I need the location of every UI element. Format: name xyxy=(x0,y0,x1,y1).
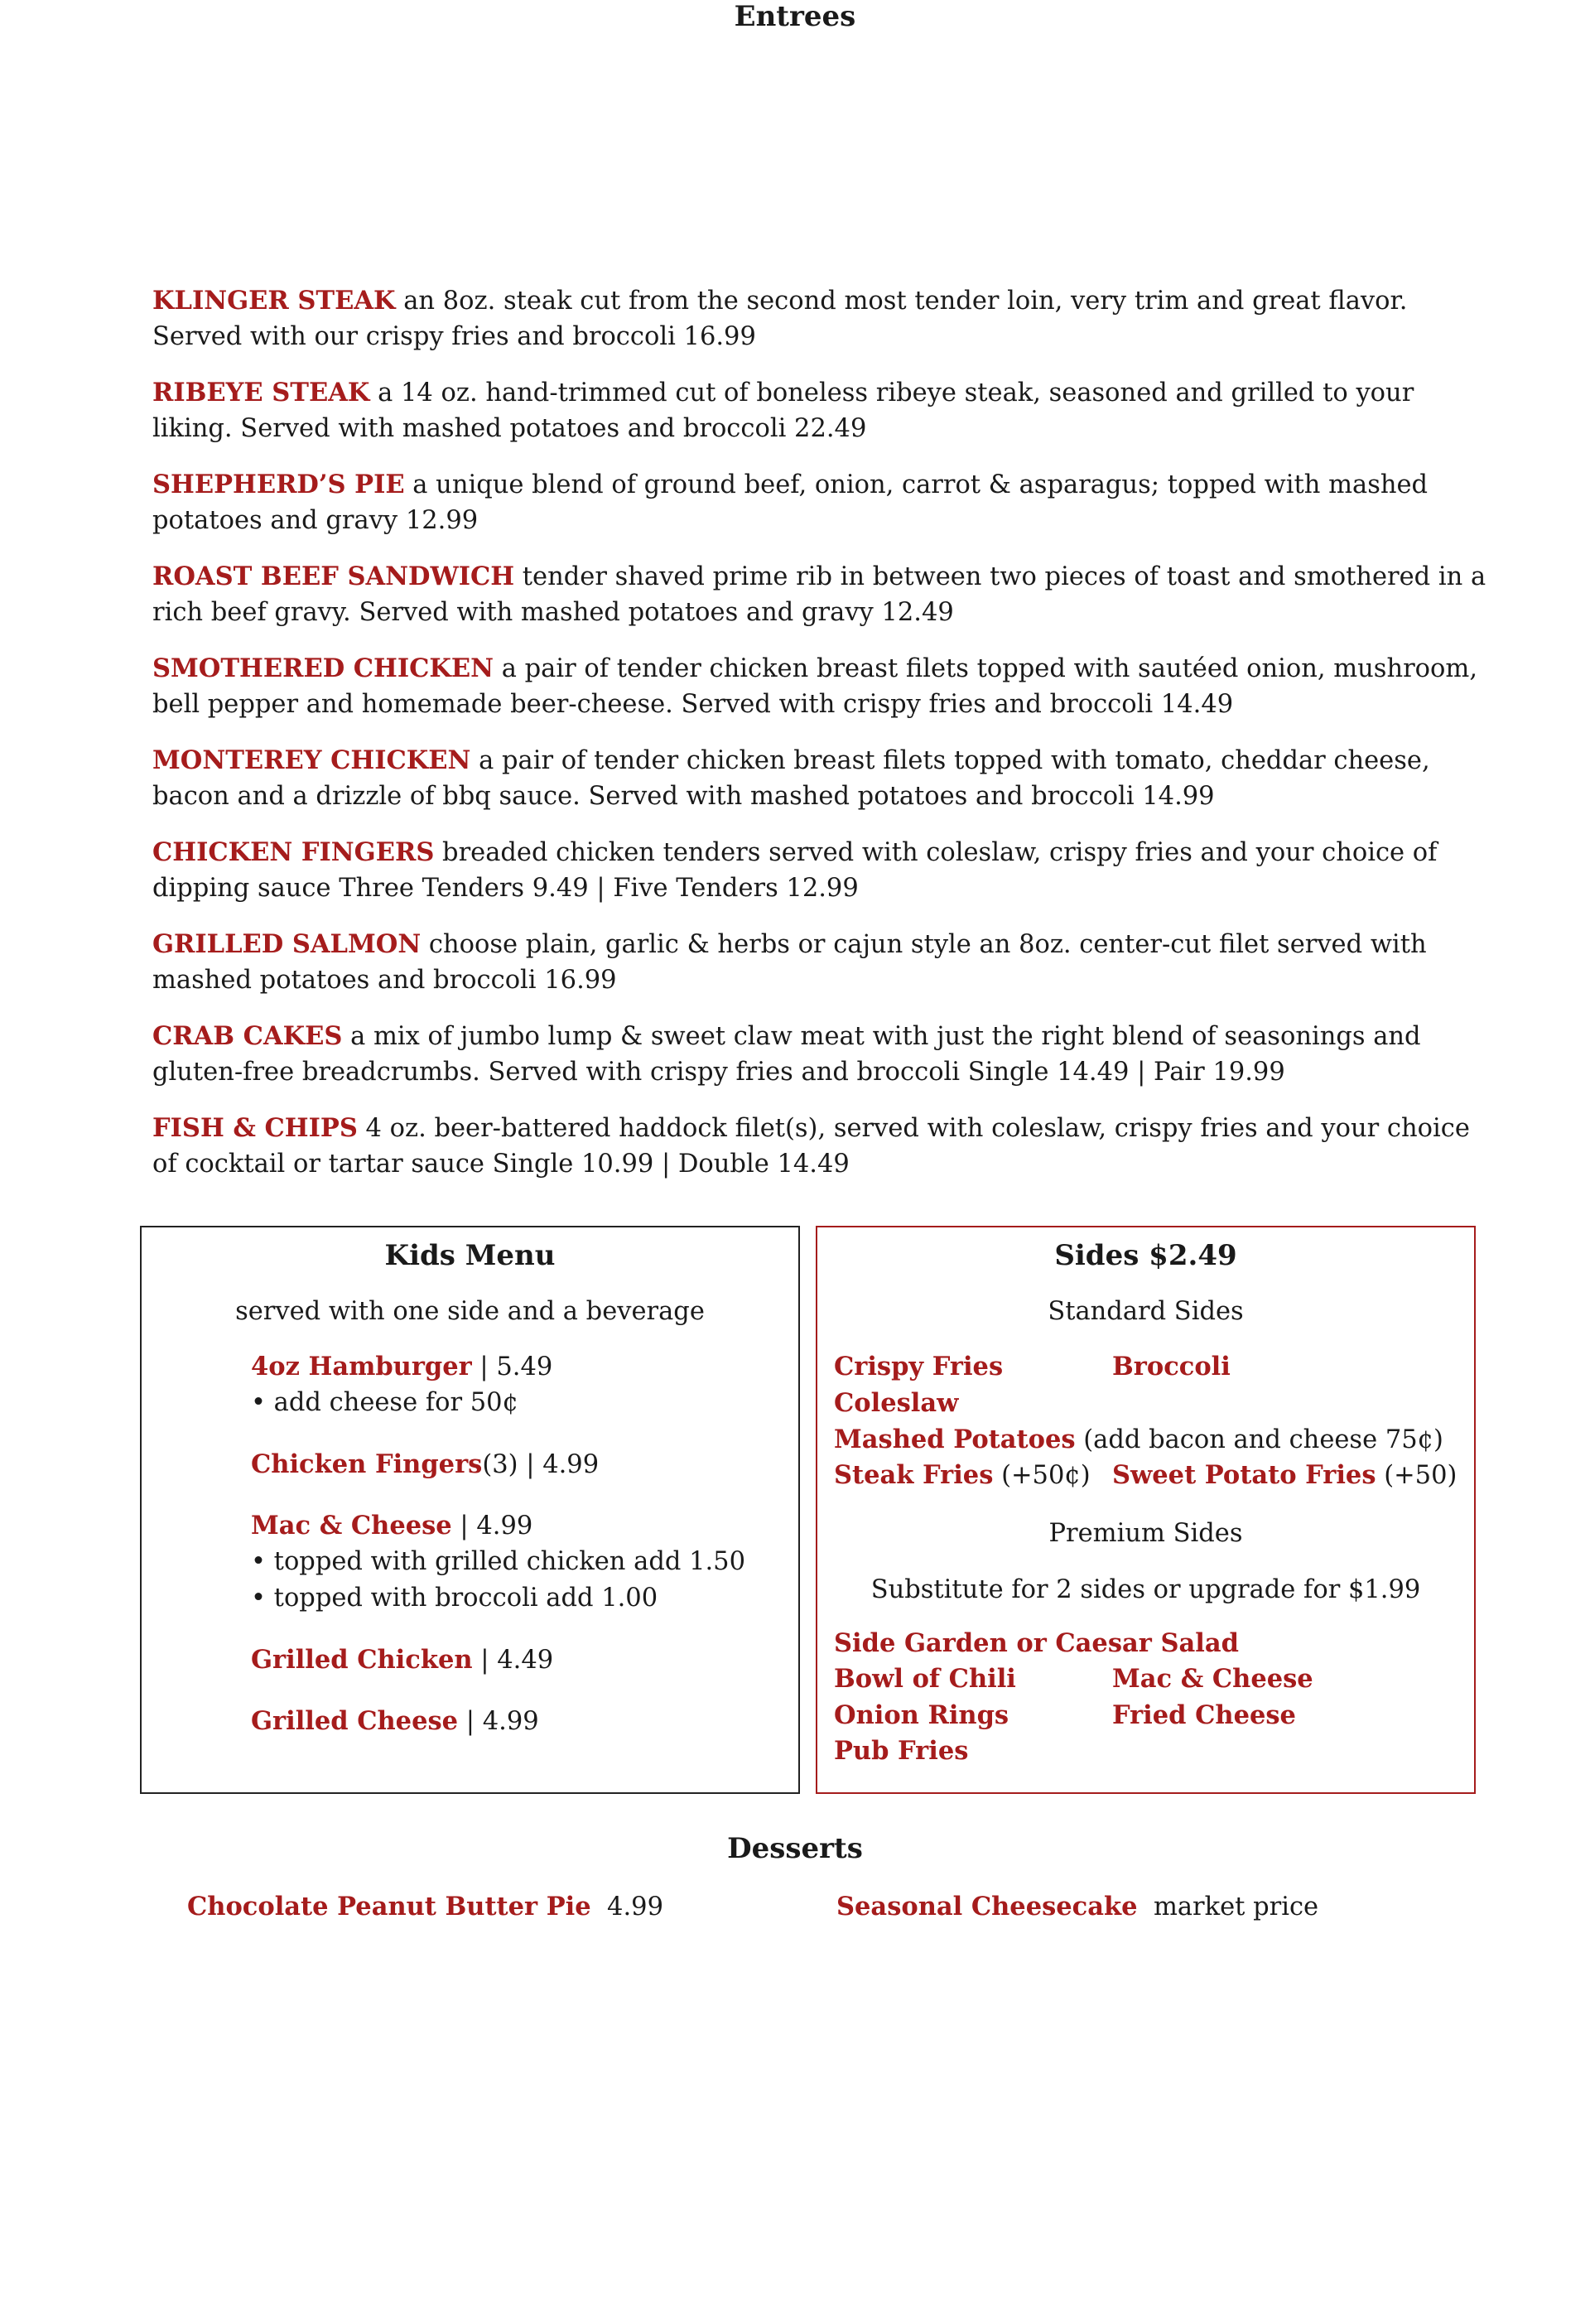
side-note: (add bacon and cheese 75¢) xyxy=(1075,1425,1443,1454)
entree-name: SHEPHERD’S PIE xyxy=(152,470,405,499)
kids-item-price: | 5.49 xyxy=(471,1352,553,1381)
kids-item-price: | 4.99 xyxy=(458,1707,539,1736)
entree-item xyxy=(152,927,1494,998)
side-broccoli: Broccoli xyxy=(1112,1352,1231,1381)
side-name: Steak Fries xyxy=(834,1460,994,1490)
entree-description: a pair of tender chicken breast filets topped with sautéed onion, mushroom, bell pepper and homemade beer-cheese. Served with crispy fries and broccoli 14.49 xyxy=(152,654,1478,719)
side-note: (+50¢) xyxy=(993,1461,1091,1490)
side-coleslaw: Coleslaw xyxy=(834,1388,959,1418)
entree-name: CHICKEN FINGERS xyxy=(152,837,435,867)
sides-box xyxy=(816,1226,1476,1794)
entree-item xyxy=(152,1019,1494,1090)
kids-item-name: Mac & Cheese xyxy=(251,1511,452,1540)
dessert-name: Chocolate Peanut Butter Pie xyxy=(187,1892,591,1921)
dessert-price: market price xyxy=(1137,1892,1319,1921)
entree-description: choose plain, garlic & herbs or cajun style an 8oz. center-cut filet served with mashed potatoes and broccoli 16.99 xyxy=(152,930,1427,995)
entree-description: 4 oz. beer-battered haddock filet(s), served with coleslaw, crispy fries and your choice of cocktail or tartar sauce Single 10.99 | Double 14.49 xyxy=(152,1114,1470,1179)
kids-item-mac xyxy=(251,1507,532,1545)
kids-item-name: Grilled Cheese xyxy=(251,1706,459,1736)
kids-item-price: | 4.49 xyxy=(472,1646,554,1675)
dessert-price: 4.99 xyxy=(590,1892,663,1921)
entree-description: a unique blend of ground beef, onion, carrot & asparagus; topped with mashed potatoes and gravy 12.99 xyxy=(152,470,1429,535)
premium-sides-label: Premium Sides xyxy=(1048,1519,1243,1548)
side-name: Mashed Potatoes xyxy=(834,1425,1076,1454)
kids-menu-box xyxy=(140,1226,800,1794)
standard-sides-label: Standard Sides xyxy=(1048,1297,1244,1326)
entree-item xyxy=(152,651,1494,722)
desserts-heading: Desserts xyxy=(727,1832,863,1865)
entree-description: a 14 oz. hand-trimmed cut of boneless ribeye steak, seasoned and grilled to your liking. Served with mashed potatoes and broccoli 22.49 xyxy=(152,378,1414,443)
entree-item xyxy=(152,743,1494,814)
kids-item-note: • add cheese for 50¢ xyxy=(251,1388,518,1417)
entree-name: KLINGER STEAK xyxy=(152,286,396,316)
entree-item xyxy=(152,467,1494,538)
entree-name: RIBEYE STEAK xyxy=(152,378,370,407)
sides-title: Sides $2.49 xyxy=(1054,1239,1237,1272)
side-chili: Bowl of Chili xyxy=(834,1664,1016,1694)
entrees-heading: Entrees xyxy=(734,0,856,33)
kids-item-note: • topped with broccoli add 1.00 xyxy=(251,1584,658,1613)
kids-item-name: Chicken Fingers xyxy=(251,1449,483,1479)
kids-menu-subtitle: served with one side and a beverage xyxy=(235,1297,705,1326)
entree-description: tender shaved prime rib in between two pieces of toast and smothered in a rich beef gravy. Served with mashed potatoes and gravy 12.49 xyxy=(152,562,1486,627)
entree-name: GRILLED SALMON xyxy=(152,929,422,959)
side-steak-fries xyxy=(834,1457,1091,1494)
entree-name: CRAB CAKES xyxy=(152,1021,343,1051)
dessert-cheesecake xyxy=(836,1892,1318,1921)
entree-description: a pair of tender chicken breast filets topped with tomato, cheddar cheese, bacon and a drizzle of bbq sauce. Served with mashed potatoes and broccoli 14.99 xyxy=(152,746,1430,811)
entree-description: a mix of jumbo lump & sweet claw meat with just the right blend of seasonings and gluten-free breadcrumbs. Served with crispy fries and broccoli Single 14.49 | Pair 19.99 xyxy=(152,1022,1421,1087)
entrees-list xyxy=(152,283,1494,1203)
kids-item-note: • topped with grilled chicken add 1.50 xyxy=(251,1547,745,1576)
side-mashed-potatoes xyxy=(834,1421,1443,1459)
kids-item-price: | 4.99 xyxy=(451,1512,533,1540)
kids-item-grilled-cheese xyxy=(251,1703,539,1740)
side-sweet-potato-fries xyxy=(1112,1457,1457,1494)
side-crispy-fries: Crispy Fries xyxy=(834,1352,1004,1381)
entree-name: SMOTHERED CHICKEN xyxy=(152,653,494,683)
side-onion-rings: Onion Rings xyxy=(834,1700,1009,1730)
entree-item xyxy=(152,1111,1494,1182)
dessert-pie xyxy=(187,1892,663,1921)
kids-menu-title: Kids Menu xyxy=(384,1239,556,1272)
kids-item-price: (3) | 4.99 xyxy=(482,1450,600,1479)
kids-item-fingers xyxy=(251,1446,599,1483)
entree-description: an 8oz. steak cut from the second most tender loin, very trim and great flavor. Served with our crispy fries and broccoli 16.99 xyxy=(152,287,1408,351)
entree-name: MONTEREY CHICKEN xyxy=(152,745,471,775)
entree-item xyxy=(152,559,1494,630)
entree-item xyxy=(152,835,1494,906)
kids-item-hamburger xyxy=(251,1348,552,1386)
side-note: (+50) xyxy=(1376,1461,1458,1490)
dessert-name: Seasonal Cheesecake xyxy=(836,1892,1138,1921)
kids-item-name: 4oz Hamburger xyxy=(251,1352,472,1381)
kids-item-name: Grilled Chicken xyxy=(251,1645,473,1675)
side-mac-cheese: Mac & Cheese xyxy=(1112,1664,1313,1694)
premium-sides-subtitle: Substitute for 2 sides or upgrade for $1.99 xyxy=(870,1575,1421,1604)
entree-name: ROAST BEEF SANDWICH xyxy=(152,562,515,591)
side-salad: Side Garden or Caesar Salad xyxy=(834,1628,1239,1658)
side-fried-cheese: Fried Cheese xyxy=(1112,1700,1296,1730)
entree-description: breaded chicken tenders served with coleslaw, crispy fries and your choice of dipping sauce Three Tenders 9.49 | Five Tenders 12.99 xyxy=(152,838,1438,903)
entree-item xyxy=(152,283,1494,354)
entree-item xyxy=(152,375,1494,446)
side-name: Sweet Potato Fries xyxy=(1112,1460,1376,1490)
kids-item-grilled-chicken xyxy=(251,1642,553,1679)
side-pub-fries: Pub Fries xyxy=(834,1736,969,1766)
entree-name: FISH & CHIPS xyxy=(152,1113,358,1143)
